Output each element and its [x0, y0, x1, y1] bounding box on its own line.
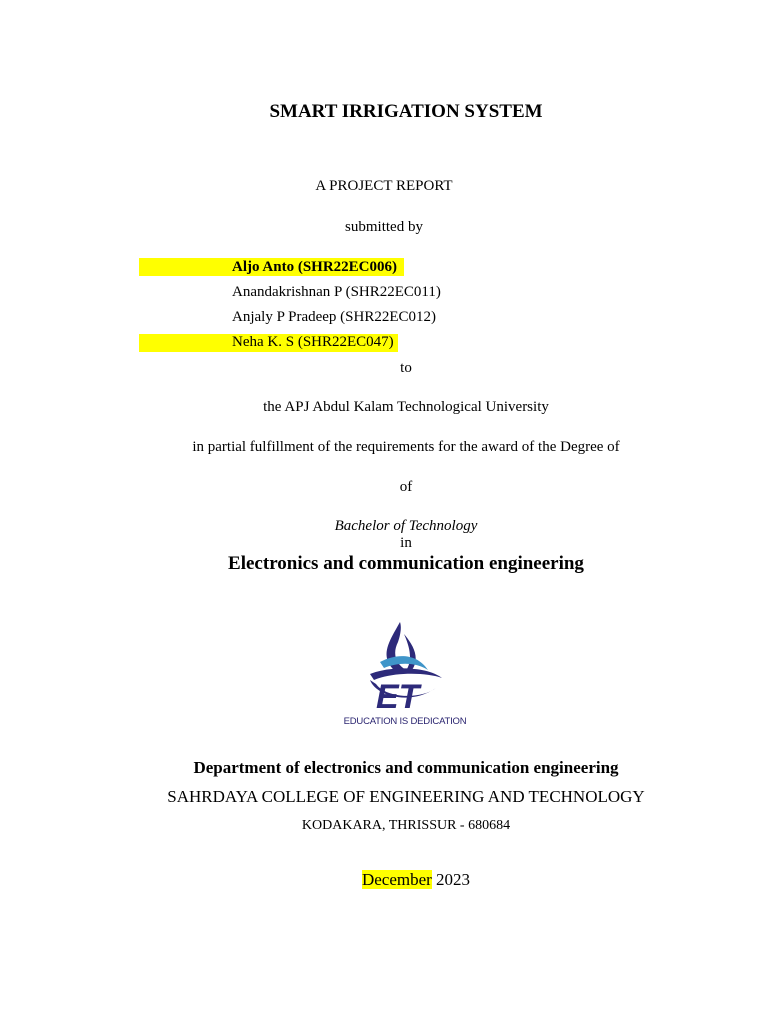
report-type: A PROJECT REPORT	[315, 178, 453, 194]
college-logo	[340, 618, 470, 736]
logo-caption: EDUCATION IS DEDICATION	[343, 716, 467, 727]
logo-lettering: ET	[376, 678, 420, 716]
to-label: to	[400, 360, 412, 376]
in-label: in	[400, 535, 412, 551]
fulfillment-statement: in partial fulfillment of the requirements for the award of the Degree of	[192, 439, 620, 455]
of-label: of	[399, 479, 413, 495]
flame-lamp-icon	[340, 618, 470, 718]
author-name: Anandakrishnan P (SHR22EC011)	[232, 284, 441, 300]
date-year: 2023	[436, 870, 471, 889]
date-month: December	[361, 870, 432, 889]
author-name: Aljo Anto (SHR22EC006)	[232, 259, 398, 275]
branch-name: Electronics and communication engineering	[228, 553, 584, 574]
submission-date	[32, 870, 768, 890]
author-name: Neha K. S (SHR22EC047)	[232, 334, 394, 350]
department-name: Department of electronics and communication engineering	[193, 758, 619, 777]
university-name: the APJ Abdul Kalam Technological University	[263, 399, 549, 415]
college-name: SAHRDAYA COLLEGE OF ENGINEERING AND TECHNOLOGY	[167, 787, 645, 806]
report-title: SMART IRRIGATION SYSTEM	[269, 101, 543, 122]
author-name: Anjaly P Pradeep (SHR22EC012)	[232, 309, 437, 325]
degree-name: Bachelor of Technology	[334, 518, 478, 534]
submitted-by-label: submitted by	[345, 219, 423, 235]
college-address: KODAKARA, THRISSUR - 680684	[301, 818, 511, 833]
